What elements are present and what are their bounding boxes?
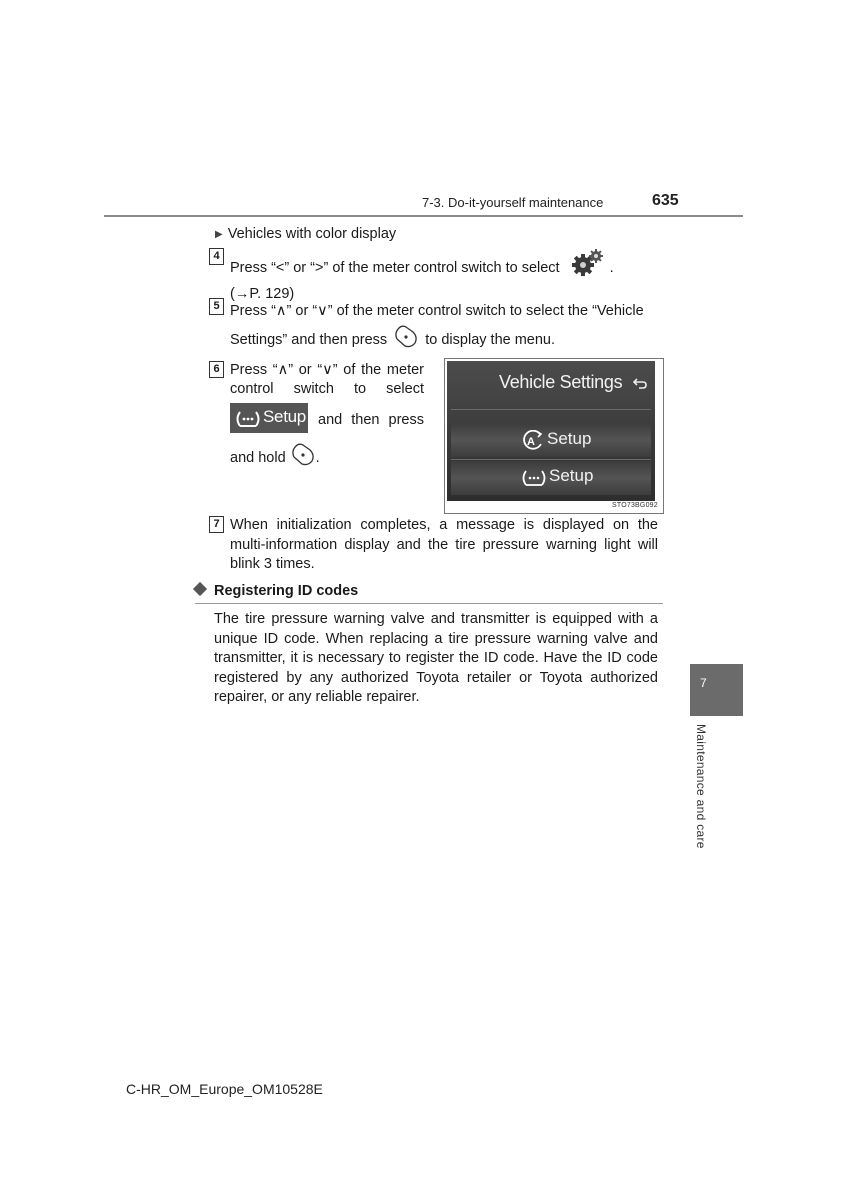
step-6-line3: and then press [318, 412, 424, 428]
back-arrow-icon [633, 377, 647, 389]
tire-pressure-icon [234, 409, 262, 429]
bullet-item: ▶ Vehicles with color display [215, 225, 396, 245]
step-5-text: Press “∧” or “∨” of the meter control switch to select the “Vehicle Settings” and then press to display the menu. [230, 298, 660, 359]
screen-title: Vehicle Settings [499, 372, 623, 392]
screen-divider [451, 459, 651, 460]
page-number: 635 [652, 192, 679, 209]
figure-code: STO73BG092 [612, 502, 658, 509]
step-number-5: 5 [209, 298, 224, 315]
settings-gear-icon [570, 248, 606, 285]
enter-button-icon [393, 325, 419, 359]
step-diamond-icon [193, 582, 207, 596]
step-number-7: 7 [209, 516, 224, 533]
screen-divider [451, 409, 651, 410]
header-divider [104, 215, 743, 217]
chapter-label: Maintenance and care [694, 724, 708, 849]
footer-document-code: C-HR_OM_Europe_OM10528E [126, 1081, 323, 1097]
display-screenshot [444, 358, 664, 514]
step-6-line2: control switch to select [230, 381, 424, 397]
svg-text:A: A [527, 436, 535, 448]
auto-mode-icon [521, 430, 545, 450]
section-divider [195, 603, 663, 604]
triangle-bullet-icon: ▶ [215, 229, 223, 240]
enter-button-icon [290, 443, 316, 474]
setup-badge: Setup [230, 403, 308, 433]
step-7-text: When initialization completes, a message is displayed on the multi-information display and the tire pressure warning light will blink 3 times. [230, 517, 658, 572]
screen-row-auto-setup [451, 423, 651, 457]
step-6-line4: and hold . [230, 443, 320, 474]
header-section-title: 7-3. Do-it-yourself maintenance [422, 195, 604, 210]
screen-row-tire-setup [451, 461, 651, 495]
section-body: The tire pressure warning valve and transmitter is equipped with a unique ID code. When replacing a tire pressure warning valve and transmitter, it is necessary to register the ID code. Have the ID code registered by any authorized Toyota retailer or Toyota authorized repairer, or any reliable repairer. [214, 611, 658, 705]
section-heading: Registering ID codes [214, 583, 359, 599]
chapter-number: 7 [700, 676, 707, 690]
step-4-text: Press “<” or “>” of the meter control switch to select . (→P. 129) [230, 248, 660, 304]
meter-display [447, 361, 655, 501]
tire-pressure-icon [521, 468, 547, 488]
screen-row2-label: Setup [549, 466, 594, 485]
chapter-tab [690, 664, 743, 716]
screen-row1-label: Setup [547, 429, 592, 448]
step-number-6: 6 [209, 361, 224, 378]
step-number-4: 4 [209, 248, 224, 265]
step-6-line1: Press “∧” or “∨” of the meter [230, 362, 424, 378]
